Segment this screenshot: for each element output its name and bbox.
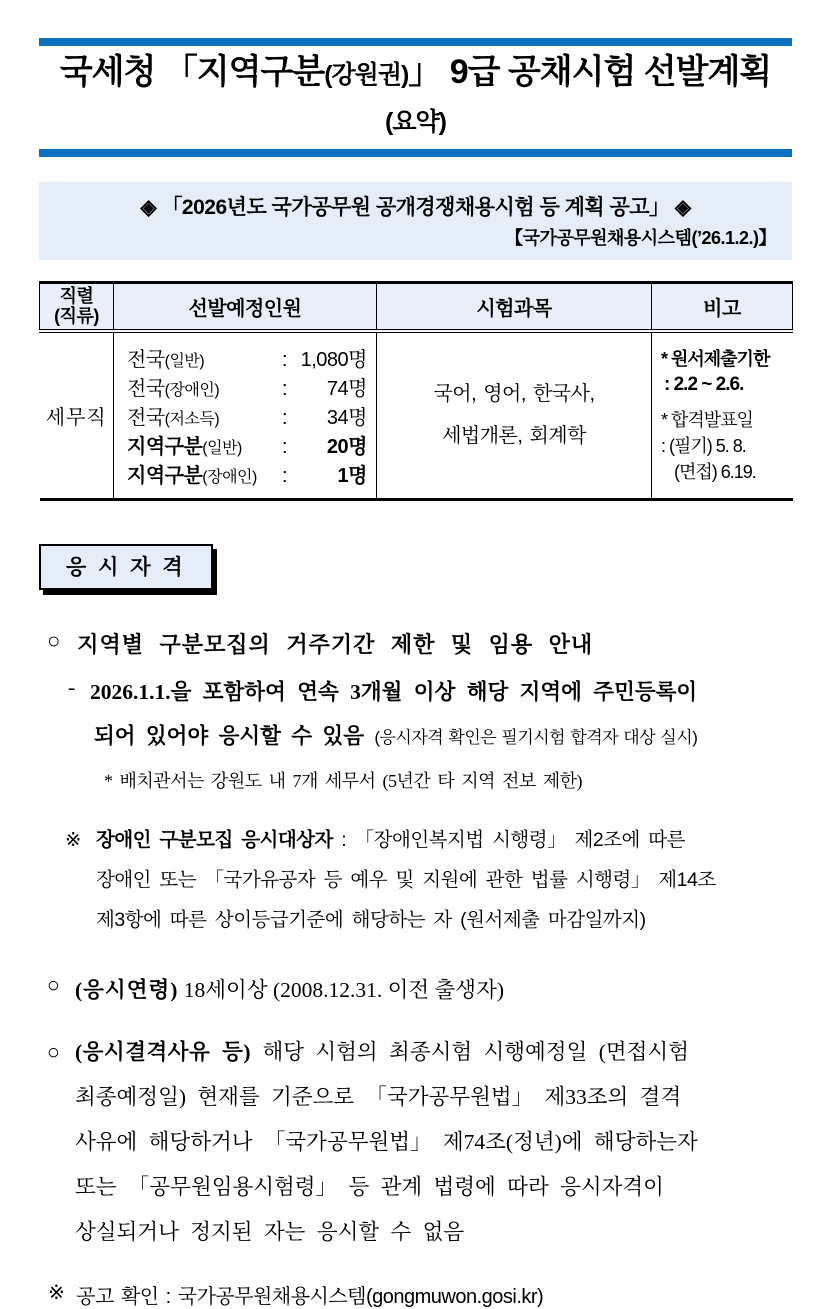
age-requirement-text: (응시연령) 18세이상 (2008.12.31. 이전 출생자) <box>75 977 505 1002</box>
page-title <box>39 50 792 144</box>
residence-detail-line2 <box>94 719 792 750</box>
disqualification-text <box>75 1030 698 1255</box>
selection-row-national-general: 전국 (일반) : 1,080명 <box>127 348 367 371</box>
header-planned-selection: 선발예정인원 <box>114 283 377 331</box>
circle-bullet-icon: ○ <box>47 1039 60 1064</box>
disqualification-line3: 사유에 해당하거나 「국가공무원법」 제74조(정년)에 해당하는자 <box>75 1129 698 1154</box>
residence-detail-line2-main: 되어 있어야 응시할 수 있음 <box>94 723 375 748</box>
remark-deadline-label: * 원서제출기한 <box>661 348 770 369</box>
disabled-eligibility-text <box>96 820 716 940</box>
announcement-check-text: 공고 확인 : 국가공무원채용시스템(gongmuwon.gosi.kr) <box>76 1285 544 1308</box>
disqualification-clause <box>47 1030 792 1255</box>
age-requirement <box>47 973 792 1004</box>
residence-detail-line1 <box>68 675 792 706</box>
reference-mark-icon: ※ <box>65 828 81 851</box>
selection-row-national-disabled: 전국 (장애인) : 74명 <box>127 377 367 400</box>
disqualification-line4: 또는 「공무원임용시험령」 등 관계 법령에 따라 응시자격이 <box>75 1174 664 1199</box>
cell-selection-numbers <box>114 331 377 500</box>
disabled-line1: 장애인 구분모집 응시대상자 : 「장애인복지법 시행령」 제2조에 따른 <box>96 828 685 851</box>
residence-heading <box>47 628 792 659</box>
header-exam-subjects: 시험과목 <box>377 283 652 331</box>
header-remarks: 비고 <box>652 283 793 331</box>
cell-job-series: 세무직 <box>40 331 114 500</box>
announcement-check-note <box>48 1280 792 1309</box>
selection-row-regional-disabled: 지역구분 (장애인) : 1명 <box>127 464 367 487</box>
disqualification-line5: 상실되거나 정지된 자는 응시할 수 없음 <box>75 1219 465 1244</box>
document-header <box>39 0 792 157</box>
recruitment-plan-table <box>39 281 793 501</box>
circle-bullet-icon: ○ <box>47 972 60 997</box>
cell-exam-subjects <box>377 331 652 500</box>
circle-bullet-icon: ○ <box>47 627 62 653</box>
selection-row-regional-general: 지역구분 (일반) : 20명 <box>127 435 367 458</box>
disabled-line3: 제3항에 따른 상이등급기준에 해당하는 자 (원서제출 마감일까지) <box>96 908 646 931</box>
residence-detail-line2-paren: (응시자격 확인은 필기시험 합격자 대상 실시) <box>374 727 698 747</box>
notice-source: 【국가공무원채용시스템(’26.1.2.)】 <box>505 228 776 248</box>
table-data-row <box>40 331 793 500</box>
cell-remarks <box>652 331 793 500</box>
selection-row-national-lowincome: 전국 (저소득) : 34명 <box>127 406 367 429</box>
table-header-row <box>40 283 793 331</box>
disqualification-line1: (응시결격사유 등) 해당 시험의 최종시험 시행예정일 (면접시험 <box>75 1039 689 1064</box>
residence-posting-note: * 배치관서는 강원도 내 7개 세무서 (5년간 타 지역 전보 제한) <box>104 770 583 791</box>
announcement-notice-box <box>39 182 792 260</box>
header-job-series-line1: 직렬 <box>59 286 94 307</box>
title-region: (강원권) <box>324 61 409 89</box>
dash-bullet-icon: - <box>68 674 76 699</box>
header-job-series <box>40 283 114 331</box>
subjects-line2: 세법개론, 회계학 <box>442 425 586 447</box>
disabled-line2: 장애인 또는 「국가유공자 등 예우 및 지원에 관한 법률 시행령」 제14조 <box>96 868 716 891</box>
notice-title: ◈ 「2026년도 국가공무원 공개경쟁채용시험 등 계획 공고」 ◈ <box>140 196 691 219</box>
title-main2: 」 9급 공채시험 선발계획 <box>408 53 780 91</box>
disabled-eligibility-note <box>65 820 792 940</box>
remark-result-written: : (필기) 5. 8. <box>661 435 746 456</box>
disqualification-line2: 최종예정일) 현재를 기준으로 「국가공무원법」 제33조의 결격 <box>75 1084 682 1109</box>
residence-heading-text: 지역별 구분모집의 거주기간 제한 및 임용 안내 <box>77 631 594 657</box>
remark-result-interview: (면접) 6.19. <box>674 461 756 482</box>
title-suffix: (요약) <box>385 108 446 136</box>
remark-result-label: * 합격발표일 <box>661 409 753 430</box>
title-bottom-rule <box>39 149 792 157</box>
reference-mark-icon: ※ <box>48 1281 65 1304</box>
subjects-line1: 국어, 영어, 한국사, <box>433 383 595 405</box>
residence-detail-line1-text: 2026.1.1.을 포함하여 연속 3개월 이상 해당 지역에 주민등록이 <box>90 679 698 704</box>
header-job-series-line2: (직류) <box>54 306 99 327</box>
title-top-rule <box>39 38 792 46</box>
section-title-eligibility: 응 시 자 격 <box>39 544 213 590</box>
remark-deadline-value: : 2.2 ~ 2.6. <box>664 373 744 395</box>
title-main: 국세청 「지역구분 <box>59 53 325 91</box>
residence-detail <box>68 675 792 793</box>
